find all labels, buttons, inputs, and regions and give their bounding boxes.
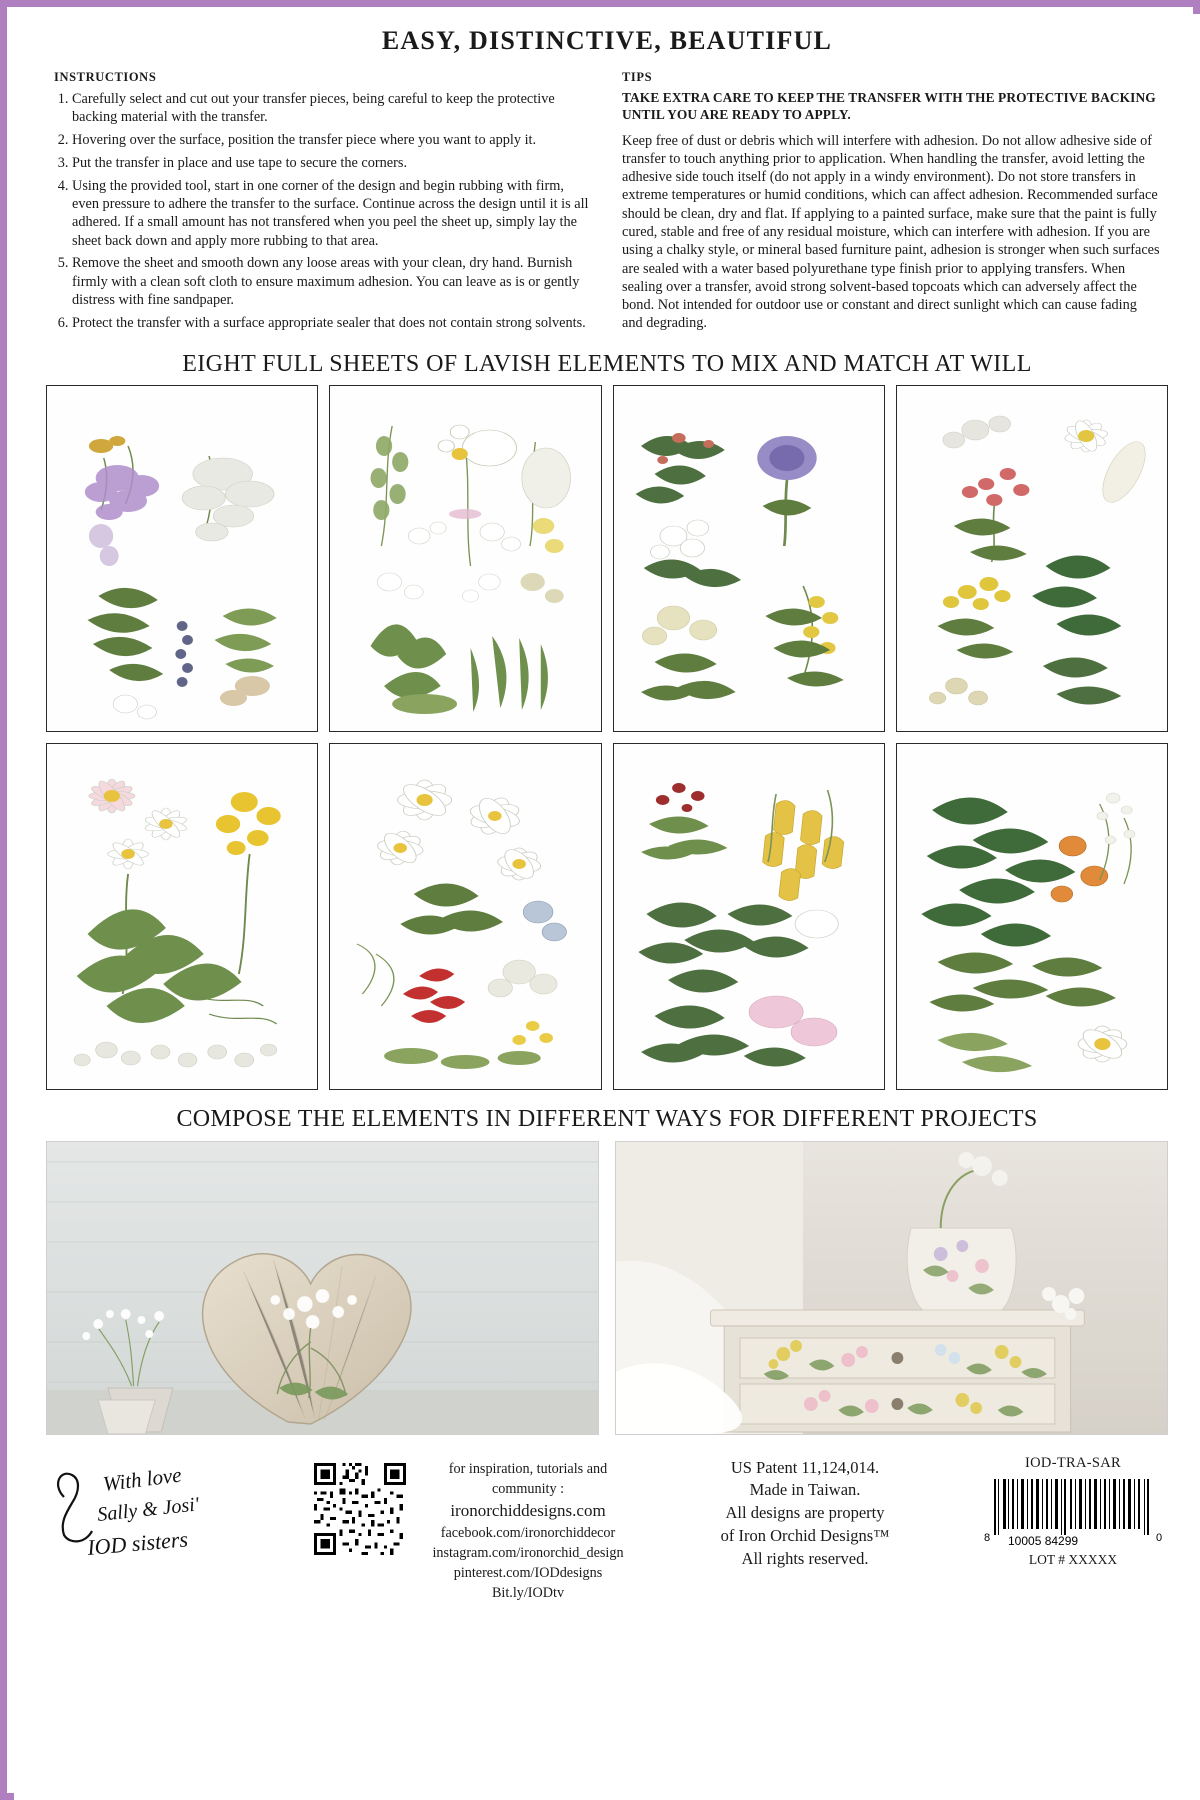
rights-line-3: All rights reserved.	[741, 1548, 869, 1568]
project-photos	[14, 1141, 1200, 1435]
photo-nightstand-art	[616, 1142, 1167, 1434]
tips-column	[622, 70, 1160, 337]
signature-block	[46, 1451, 296, 1571]
instagram-link[interactable]: instagram.com/ironorchid_design	[432, 1545, 624, 1562]
sheet-1	[46, 385, 318, 732]
pinterest-link[interactable]: pinterest.com/IODdesigns	[453, 1565, 603, 1582]
product-codes	[978, 1455, 1168, 1568]
website-link[interactable]: ironorchiddesigns.com	[450, 1500, 606, 1520]
sheet-1-art	[47, 386, 317, 731]
iodtv-link[interactable]: Bit.ly/IODtv	[491, 1585, 565, 1602]
sheet-6-art	[330, 744, 600, 1089]
barcode-right-digit: 0	[1156, 1531, 1163, 1544]
barcode-left-digit: 8	[984, 1531, 991, 1544]
sheets-banner: EIGHT FULL SHEETS OF LAVISH ELEMENTS TO MIX AND MATCH AT WILL	[182, 350, 1032, 377]
rights-line-1: All designs are property	[725, 1503, 885, 1523]
sheet-gallery	[14, 385, 1200, 1090]
svg-text:Sally & Josi': Sally & Josi'	[96, 1492, 201, 1526]
instruction-step: 5. Remove the sheet and smooth down any loose areas with your clean, dry hand. Burnish firmly with a clean soft cloth to ensure maximum adhesion. You can leave as is or gently distress with fine sandpaper.	[72, 254, 592, 309]
community-links	[424, 1459, 632, 1604]
lot-number: LOT # XXXXX	[1028, 1551, 1118, 1567]
instruction-step: 1. Carefully select and cut out your transfer pieces, being careful to keep the protective backing material with the transfer.	[72, 90, 592, 127]
sheet-8-art	[897, 744, 1167, 1089]
page-inner	[14, 14, 1200, 1800]
sku-code: IOD-TRA-SAR	[1025, 1454, 1121, 1471]
instructions-heading: INSTRUCTIONS	[54, 70, 157, 84]
barcode-digits: 10005 84299	[1008, 1533, 1079, 1548]
instruction-step: 2. Hovering over the surface, position the transfer piece where you want to apply it.	[72, 131, 592, 149]
footer	[14, 1435, 1200, 1604]
sheet-5-art	[47, 744, 317, 1089]
instructions-column	[54, 70, 592, 337]
svg-text:With love: With love	[101, 1462, 183, 1496]
facebook-link[interactable]: facebook.com/ironorchiddecor	[440, 1525, 616, 1541]
qr-code[interactable]	[314, 1463, 406, 1555]
sheet-4-art	[897, 386, 1167, 731]
rights-line-2: of Iron Orchid Designs™	[720, 1525, 890, 1545]
instruction-step: 6. Protect the transfer with a surface appropriate sealer that does not contain strong solvents.	[72, 314, 592, 332]
sheet-2-art	[330, 386, 600, 731]
instructions-list	[54, 90, 592, 332]
sheet-7-art	[614, 744, 884, 1089]
sheet-8	[896, 743, 1168, 1090]
made-in-text: Made in Taiwan.	[749, 1480, 861, 1500]
sheet-2	[329, 385, 601, 732]
community-intro: for inspiration, tutorials and community :	[448, 1460, 608, 1497]
legal-block	[650, 1457, 960, 1571]
photo-nightstand	[615, 1141, 1168, 1435]
tips-heading: TIPS	[622, 70, 653, 84]
tips-lead-text: TAKE EXTRA CARE TO KEEP THE TRANSFER WITH THE PROTECTIVE BACKING UNTIL YOU ARE READY TO APPLY.	[622, 90, 1156, 122]
photo-heart-sign	[46, 1141, 599, 1435]
barcode	[978, 1475, 1168, 1549]
page-title: EASY, DISTINCTIVE, BEAUTIFUL	[381, 26, 833, 55]
signature-art	[46, 1451, 296, 1571]
sheet-7	[613, 743, 885, 1090]
sheet-5	[46, 743, 318, 1090]
photo-heart-sign-art	[47, 1142, 598, 1434]
instruction-step: 3. Put the transfer in place and use tape to secure the corners.	[72, 154, 592, 172]
instruction-step: 4. Using the provided tool, start in one corner of the design and begin rubbing with firm, even pressure to adhere the transfer to the surface. Continue across the design until it is all adhered. If a small amount has not transfered when you peel the sheet up, simply lay the sheet back down and apply more rubbing to that area.	[72, 177, 592, 250]
patent-text: US Patent 11,124,014.	[730, 1457, 880, 1477]
compose-banner: COMPOSE THE ELEMENTS IN DIFFERENT WAYS FOR DIFFERENT PROJECTS	[176, 1105, 1038, 1132]
sheet-3-art	[614, 386, 884, 731]
sheet-3	[613, 385, 885, 732]
sheet-4	[896, 385, 1168, 732]
sheet-6	[329, 743, 601, 1090]
qr-code-art	[314, 1463, 406, 1555]
barcode-art	[978, 1475, 1168, 1549]
svg-text:IOD sisters: IOD sisters	[86, 1525, 189, 1560]
tips-body-text: Keep free of dust or debris which will interfere with adhesion. Do not allow adhesive side of transfer to touch anything prior to application. When handling the transfer, avoid letting the adhesive side touch itself (do not apply in a windy environment). Do not store transfers in extreme temperatures or humid conditions, which can affect adhesion. Recommended surface should be clean, dry and flat. If applying to a painted surface, make sure that the paint is fully cured, stable and free of any residual moisture, which can interfere with adhesion. If you are using a chalky style, or mineral based furniture paint, adhesion is stronger when such surfaces are sealed with a water based polyurethane type finish prior to applying transfers. When sealing over a transfer, avoid strong solvent-based topcoats which can adversely affect the bond. Not intended for outdoor use or constant and direct sunlight which can cause fading and degrading.	[622, 132, 1160, 332]
text-columns	[14, 70, 1200, 337]
